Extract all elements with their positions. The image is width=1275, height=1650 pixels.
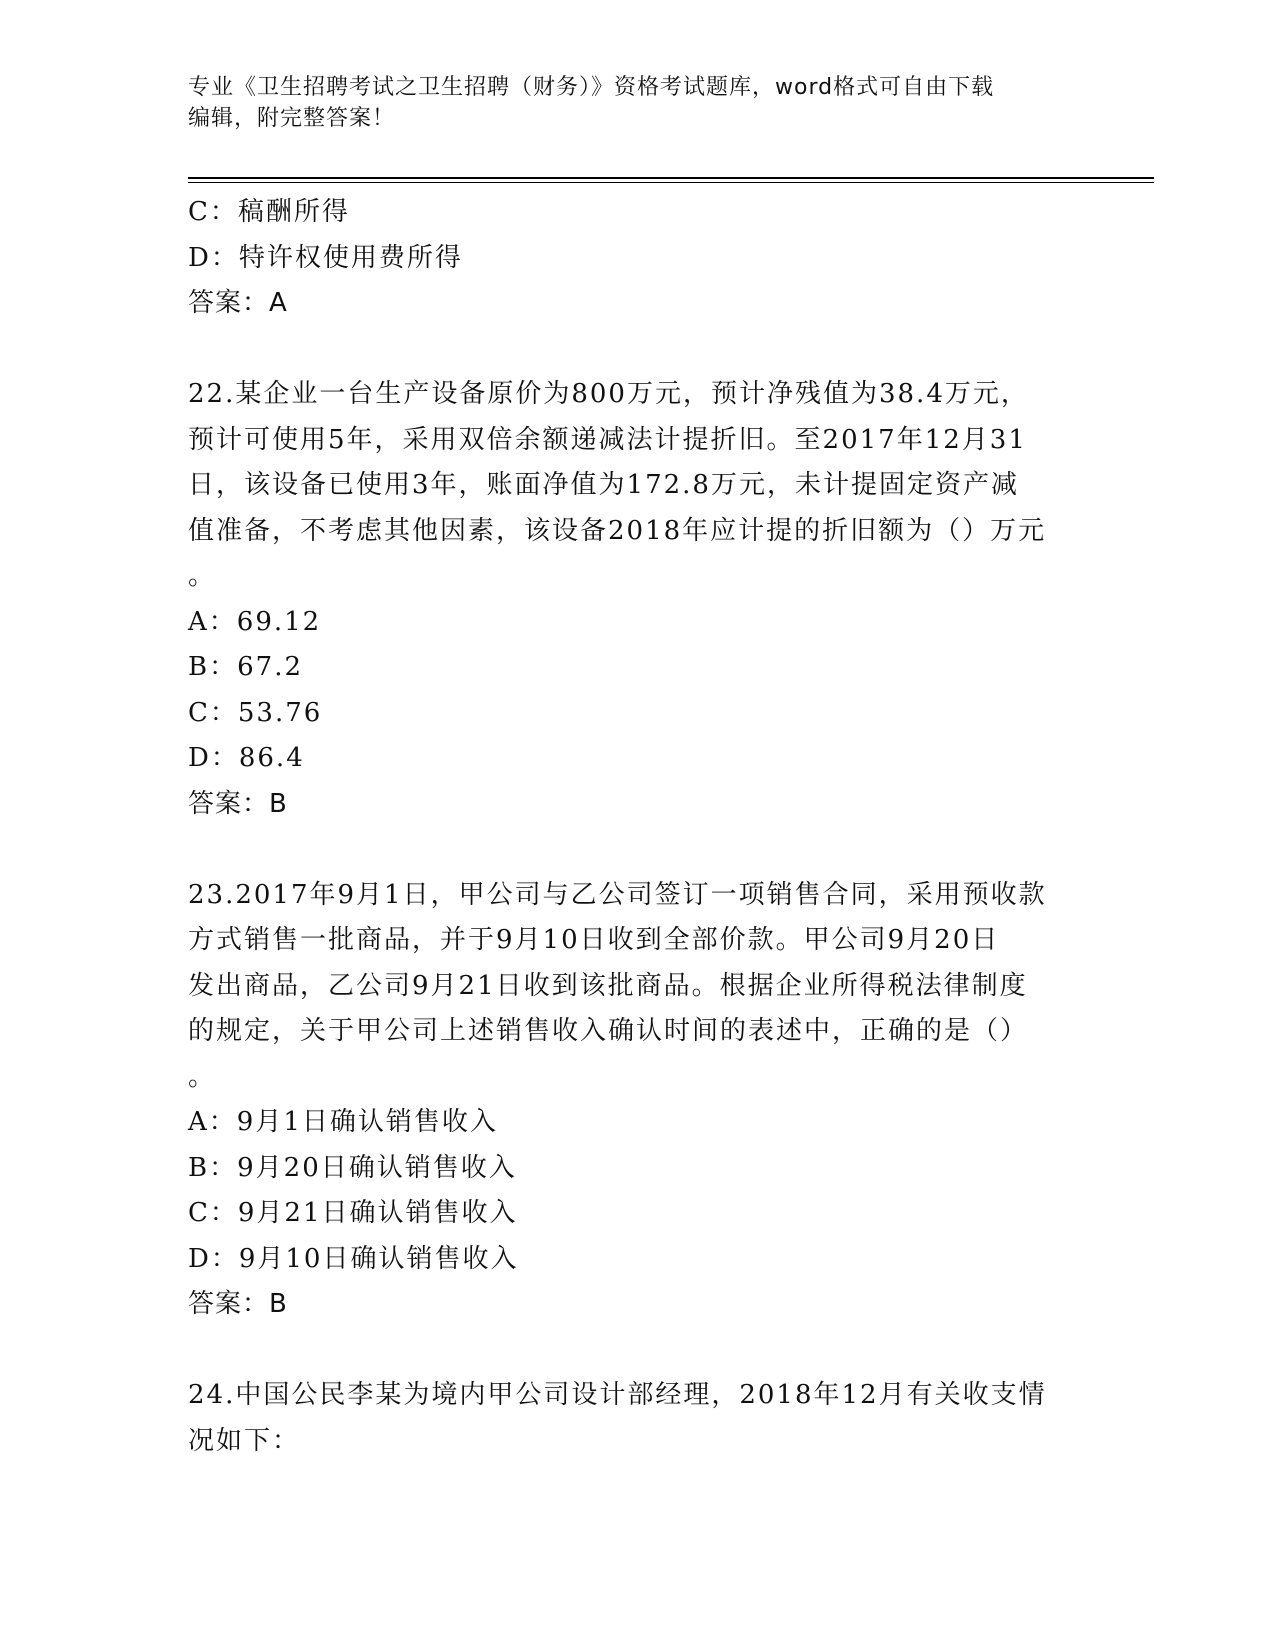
option-b: B：67.2 bbox=[188, 652, 303, 682]
stem-line: 值准备，不考虑其他因素，该设备2018年应计提的折旧额为（）万元 bbox=[188, 515, 1047, 546]
question-23 bbox=[188, 873, 1088, 1328]
header-rule-thick bbox=[188, 177, 1154, 179]
header-rule-thin bbox=[188, 182, 1154, 183]
option-b: B：9月20日确认销售收入 bbox=[188, 1152, 517, 1183]
stem-line: 预计可使用5年，采用双倍余额递减法计提折旧。至2017年12月31 bbox=[188, 424, 1027, 455]
stem-line: 22.某企业一台生产设备原价为800万元，预计净残值为38.4万元， bbox=[188, 379, 1029, 409]
option-d: D：9月10日确认销售收入 bbox=[188, 1243, 519, 1274]
question-22 bbox=[188, 372, 1088, 827]
question-stem bbox=[188, 873, 1088, 1101]
option-c: C：稿酬所得 bbox=[188, 197, 350, 227]
option-a: A：69.12 bbox=[188, 606, 322, 637]
stem-line: 的规定，关于甲公司上述销售收入确认时间的表述中，正确的是（） bbox=[188, 1016, 1029, 1046]
option-d: D：86.4 bbox=[188, 743, 305, 773]
question-stem bbox=[188, 1373, 1088, 1464]
question-stem bbox=[188, 372, 1088, 600]
stem-line: 。 bbox=[188, 561, 217, 591]
answer-line: 答案：B bbox=[188, 788, 288, 819]
stem-line: 况如下： bbox=[188, 1425, 301, 1456]
stem-line: 日，该设备已使用3年，账面净值为172.8万元，未计提固定资产减 bbox=[188, 470, 1019, 500]
question-21-tail bbox=[188, 190, 1088, 327]
document-header bbox=[188, 72, 1088, 134]
header-line-2: 编辑，附完整答案！ bbox=[188, 106, 396, 131]
answer-line: 答案：A bbox=[188, 288, 288, 318]
answer-line: 答案：B bbox=[188, 1289, 288, 1319]
header-line-1: 专业《卫生招聘考试之卫生招聘（财务）》资格考试题库，word格式可自由下载 bbox=[188, 75, 995, 100]
option-a: A：9月1日确认销售收入 bbox=[188, 1107, 498, 1137]
question-content bbox=[188, 190, 1088, 1464]
question-24 bbox=[188, 1373, 1088, 1464]
option-c: C：9月21日确认销售收入 bbox=[188, 1198, 518, 1228]
stem-line: 23.2017年9月1日，甲公司与乙公司签订一项销售合同，采用预收款 bbox=[188, 879, 1047, 910]
stem-line: 发出商品，乙公司9月21日收到该批商品。根据企业所得税法律制度 bbox=[188, 970, 1028, 1001]
stem-line: 24.中国公民李某为境内甲公司设计部经理，2018年12月有关收支情 bbox=[188, 1380, 1047, 1410]
stem-line: 。 bbox=[188, 1061, 217, 1092]
option-d: D：特许权使用费所得 bbox=[188, 242, 463, 273]
option-c: C：53.76 bbox=[188, 697, 323, 728]
stem-line: 方式销售一批商品，并于9月10日收到全部价款。甲公司9月20日 bbox=[188, 925, 1000, 955]
